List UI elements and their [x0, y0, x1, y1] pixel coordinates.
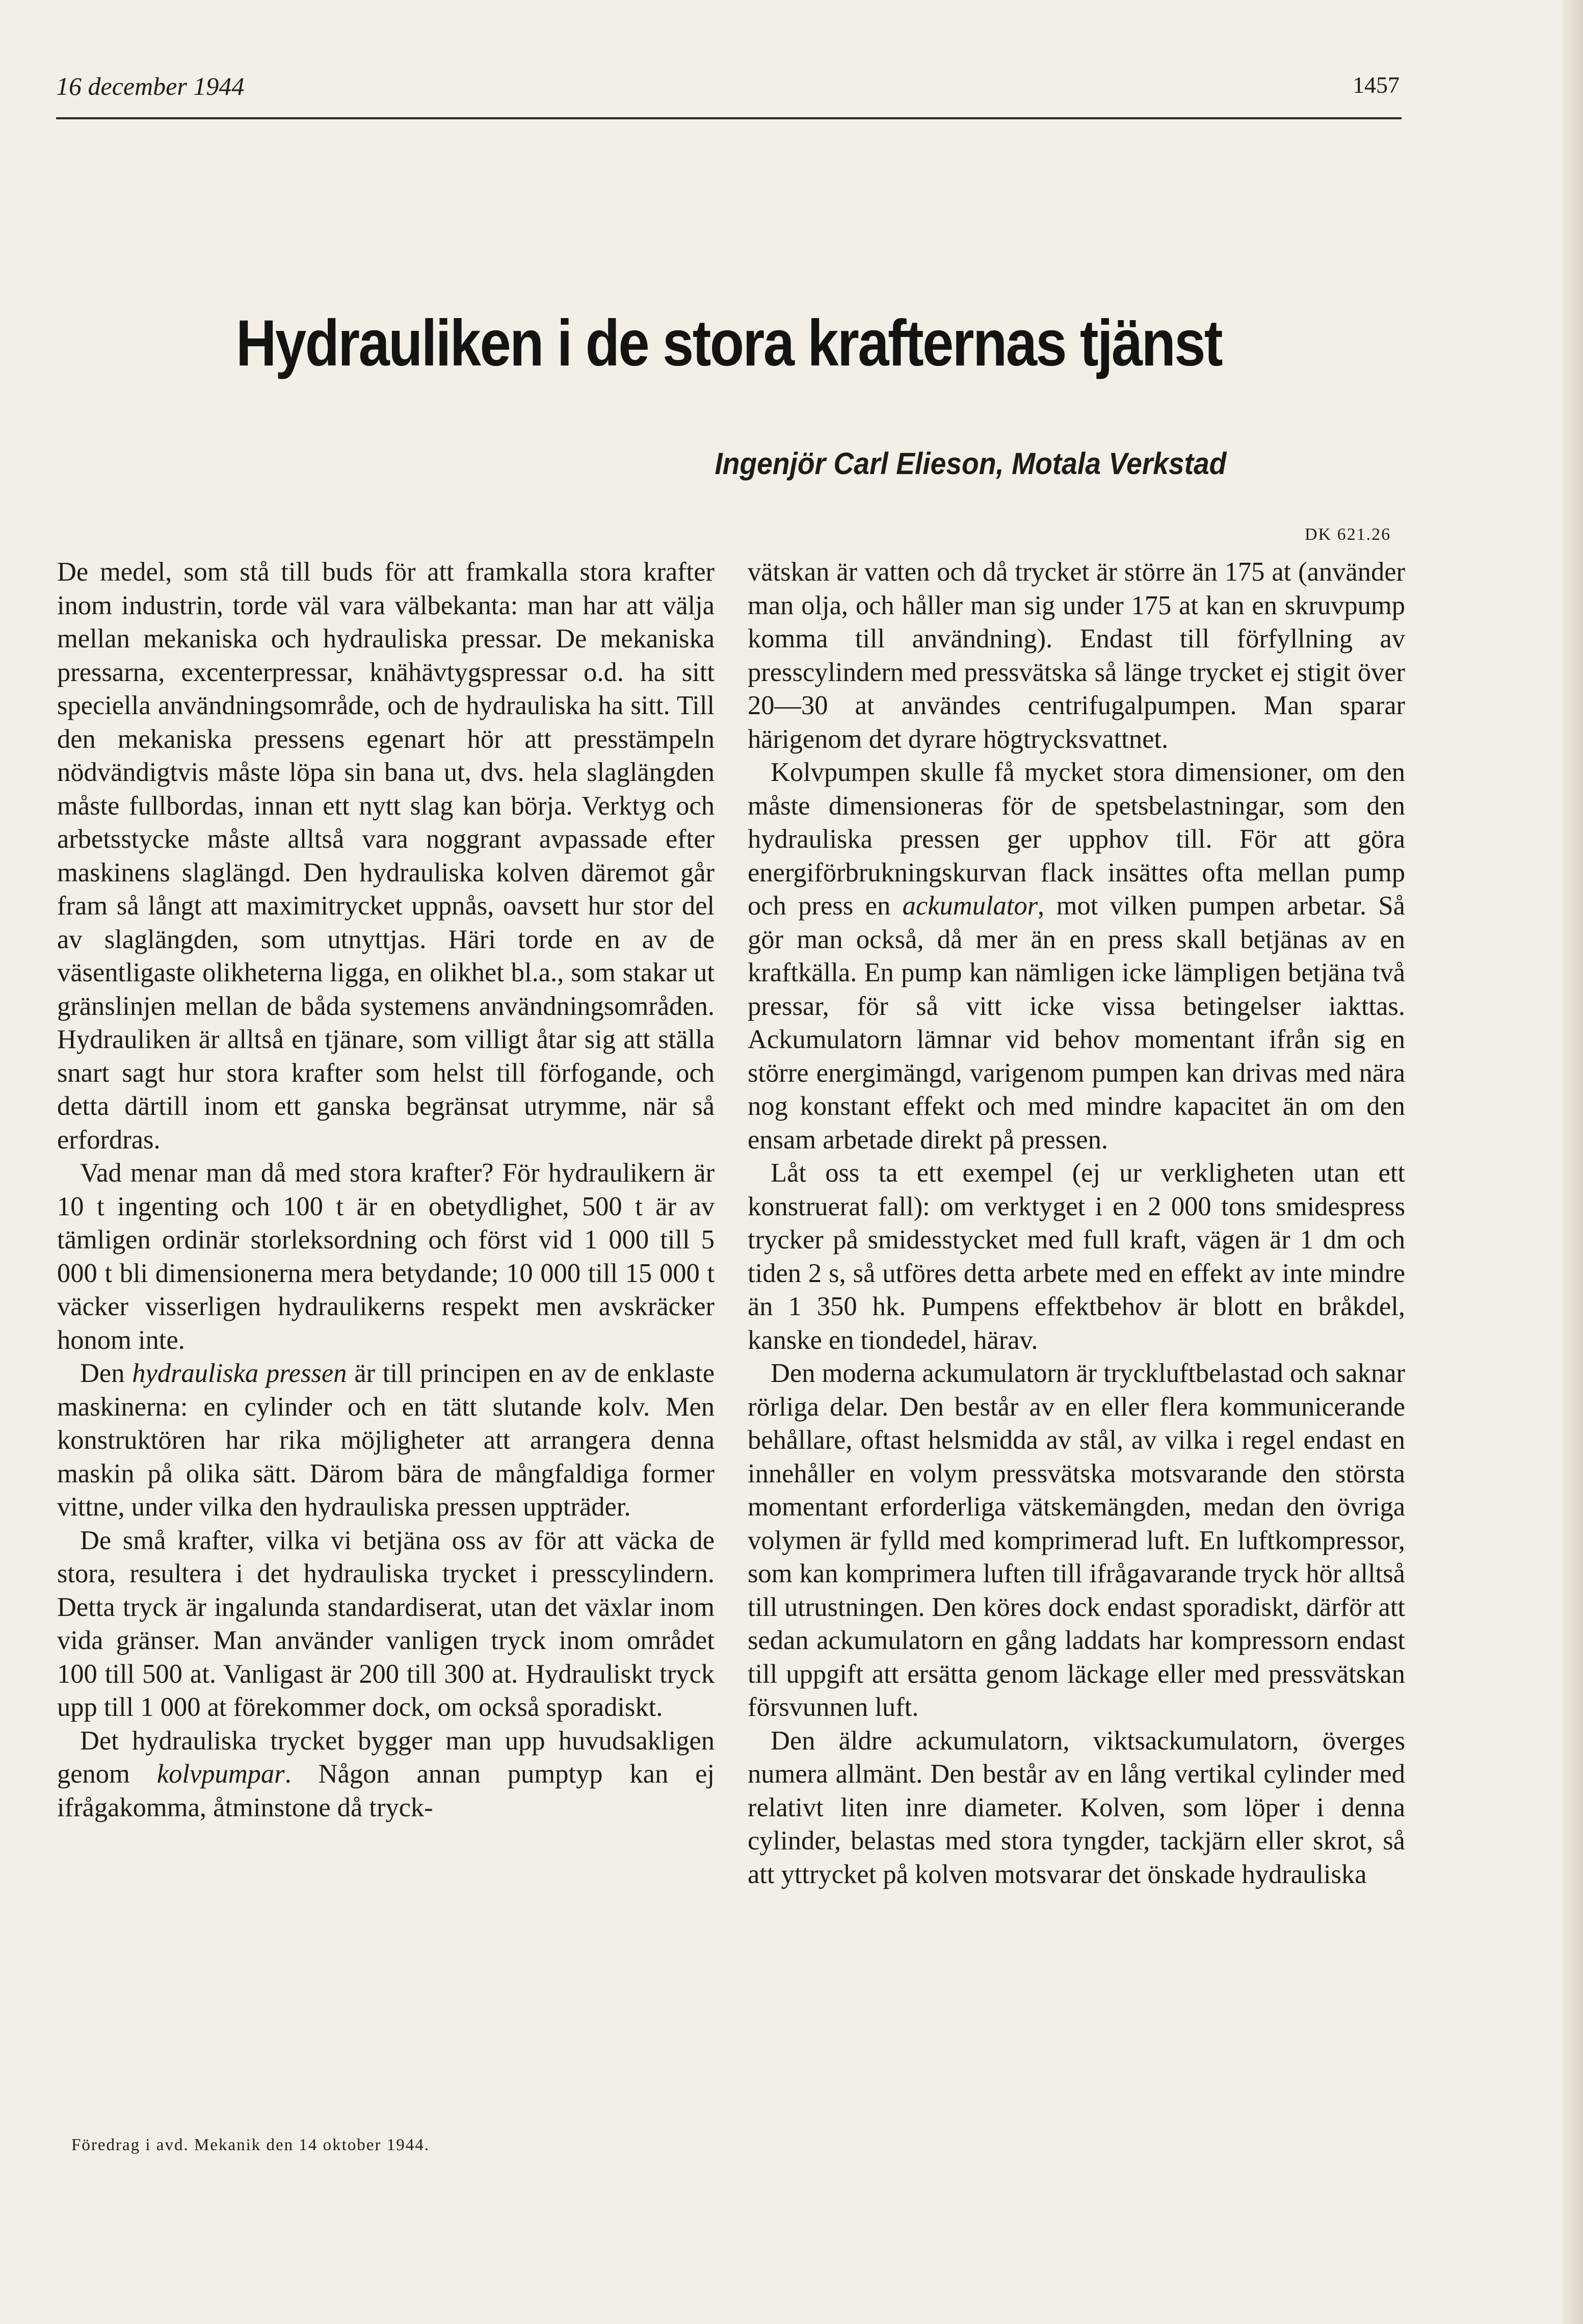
emphasis: kolvpumpar — [156, 1759, 285, 1789]
paragraph: Den äldre ackumulatorn, viktsackumulatorn, överges numera allmänt. Den består av en lång vertikal cylinder med relativt liten inre diameter. Kolven, som löper i denna cylinder, belastas med stora tyngder, tackjärn eller skrot, så att yttrycket på kolven motsvarar det önskade hydrauliska — [748, 1726, 1405, 1889]
paragraph: Kolvpumpen skulle få mycket stora dimensioner, om den måste dimensioneras för de spetsbelastningar, som den hydrauliska pressen ger upphov till. För att göra energiförbrukningskurvan flack insättes ofta mellan pump och press en ackumulator, mot vilken pumpen arbetar. Så gör man också, då mer än en press skall betjänas av en kraftkälla. En pump kan nämligen icke lämpligen betjäna två pressar, för så vitt icke vissa betingelser iakttas. Ackumulatorn lämnar vid behov momentant ifrån sig en större energimängd, varigenom pumpen kan drivas med nära nog konstant effekt och med mindre kapacitet än om den ensam arbetade direkt på pressen. — [748, 758, 1405, 1155]
paragraph: De små krafter, vilka vi betjäna oss av för att väcka de stora, resultera i det hydrauliska trycket i presscylindern. Detta tryck är ingalunda standardiserat, utan det växlar inom vida gränser. Man använder vanligen tryck inom området 100 till 500 at. Vanligast är 200 till 300 at. Hydrauliskt tryck upp till 1 000 at förekommer dock, om också sporadiskt. — [57, 1525, 715, 1722]
paragraph: Låt oss ta ett exempel (ej ur verkligheten utan ett konstruerat fall): om verktyget i en 2 000 tons smidespress trycker på smidesstycket med full kraft, vägen är 1 dm och tiden 2 s, så utföres detta arbete med en effekt av inte mindre än 1 350 hk. Pumpens effektbehov är blott en bråkdel, kanske en tiondedel, härav. — [748, 1158, 1405, 1355]
paragraph: Det hydrauliska trycket bygger man upp huvudsakligen genom kolvpumpar. Någon annan pumptyp kan ej ifrågakomma, åtminstone då tryck- — [57, 1726, 715, 1822]
page-number: 1457 — [1353, 72, 1400, 98]
paragraph: Vad menar man då med stora krafter? För hydraulikern är 10 t ingenting och 100 t är en obetydlighet, 500 t är av tämligen ordinär storleksordning och först vid 1 000 till 5 000 t bli dimensionerna mera betydande; 10 000 till 15 000 t väcker visserligen hydraulikerns respekt men avskräcker honom inte. — [57, 1158, 715, 1355]
running-header-date: 16 december 1944 — [56, 72, 245, 100]
footnote: Föredrag i avd. Mekanik den 14 oktober 1944. — [71, 2136, 430, 2154]
right-column — [748, 556, 1405, 1891]
page-edge — [1563, 0, 1583, 2324]
article-byline: Ingenjör Carl Elieson, Motala Verkstad — [714, 447, 1226, 481]
article-title: Hydrauliken i de stora krafternas tjänst — [236, 307, 1222, 380]
left-column — [57, 556, 715, 1824]
classification-code: DK 621.26 — [1305, 525, 1391, 544]
paragraph: Den moderna ackumulatorn är tryckluftbelastad och saknar rörliga delar. Den består av en eller flera kommunicerande behållare, oftast helsmidda av stål, av vilka i regel endast en innehåller en volym pressvätska motsvarande den största momentant erforderliga vätskemängden, medan den övriga volymen är fylld med komprimerad luft. En luftkompressor, som kan komprimera luften till ifrågavarande tryck hör alltså till utrustningen. Den köres dock endast sporadiskt, därför att sedan ackumulatorn en gång laddats har kompressorn endast till uppgift att ersätta genom läckage eller med pressvätskan försvunnen luft. — [748, 1359, 1405, 1722]
paragraph: Den hydrauliska pressen är till principen en av de enklaste maskinerna: en cylinder och en tätt slutande kolv. Men konstruktören har rika möjligheter att arrangera denna maskin på olika sätt. Därom bära de mångfaldiga former vittne, under vilka den hydrauliska pressen uppträder. — [57, 1359, 715, 1522]
paragraph: De medel, som stå till buds för att framkalla stora krafter inom industrin, torde väl vara välbekanta: man har att välja mellan mekaniska och hydrauliska pressar. De mekaniska pressarna, excenterpressar, knähävtygspressar o.d. ha sitt speciella användningsområde, och de hydrauliska ha sitt. Till den mekaniska pressens egenart hör att presstämpeln nödvändigtvis måste löpa sin bana ut, dvs. hela slaglängden måste fullbordas, innan ett nytt slag kan börja. Verktyg och arbetsstycke måste alltså vara noggrant avpassade efter maskinens slaglängd. Den hydrauliska kolven däremot går fram så långt att maximitrycket uppnås, oavsett hur stor del av slaglängden, som utnyttjas. Häri torde en av de väsentligaste olikheterna ligga, en olikhet bl.a., som stakar ut gränslinjen mellan de båda systemens användningsområden. Hydrauliken är alltså en tjänare, som villigt åtar sig att ställa snart sagt hur stora krafter som helst till förfogande, och detta därtill inom ett ganska begränsat utrymme, när så erfordras. — [57, 557, 715, 1155]
header-rule — [56, 117, 1402, 119]
emphasis: ackumulator — [902, 891, 1038, 921]
paragraph: vätskan är vatten och då trycket är större än 175 at (använder man olja, och håller man sig under 175 at kan en skruvpump komma till användning). Endast till förfyllning av presscylindern med pressvätska så länge trycket ej stigit över 20—30 at användes centrifugalpumpen. Man sparar härigenom det dyrare högtrycksvattnet. — [748, 557, 1405, 754]
emphasis: hydrauliska pressen — [132, 1359, 347, 1388]
